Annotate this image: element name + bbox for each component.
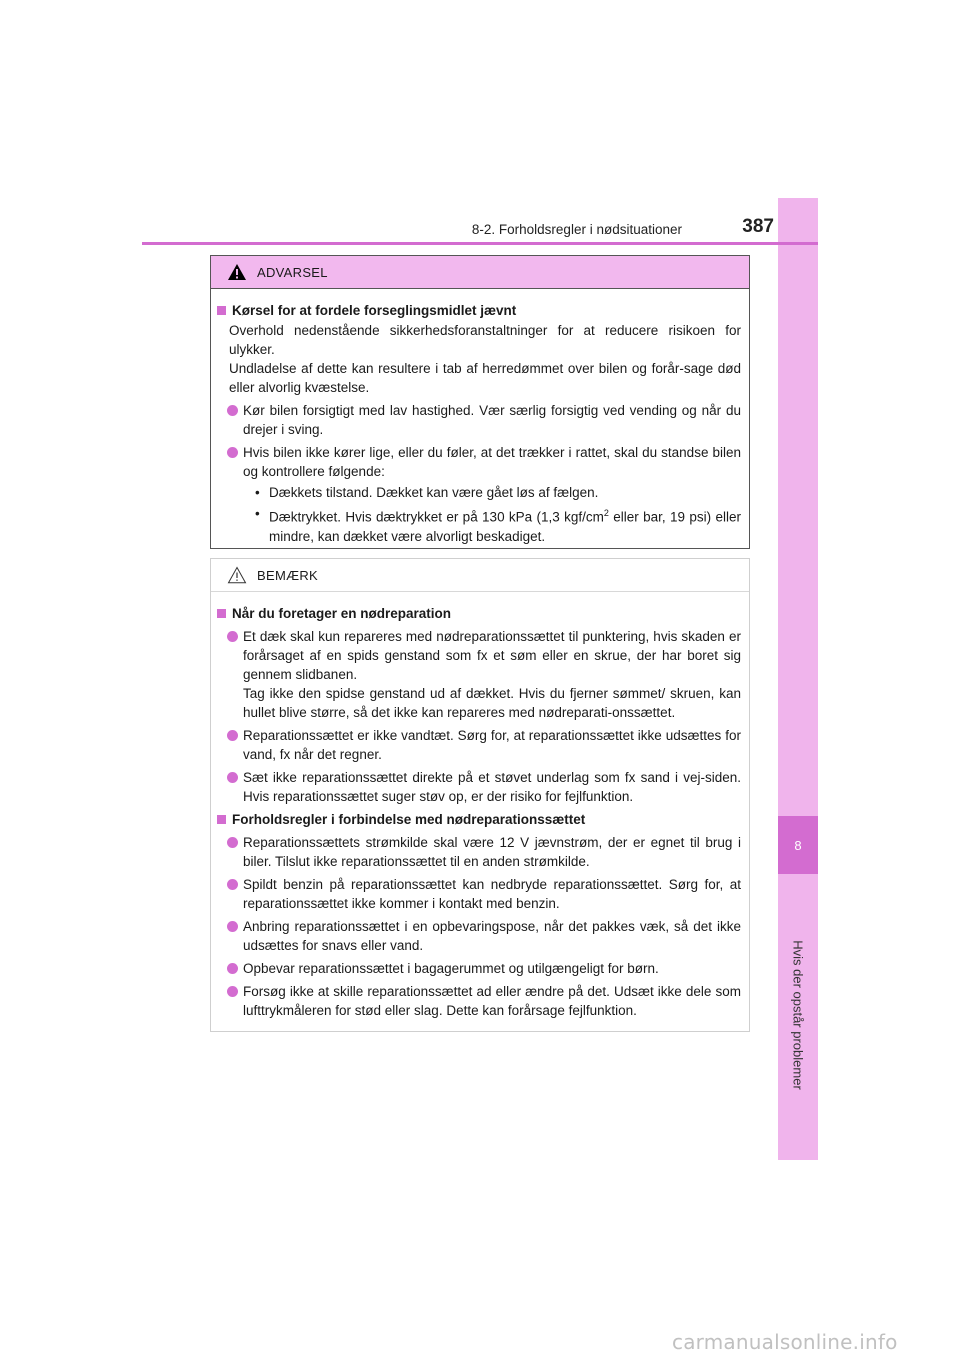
warning-body <box>211 289 749 546</box>
bullet-dot-icon <box>227 772 238 783</box>
sub-bullet-icon: • <box>255 506 260 521</box>
bullet-dot-icon <box>227 730 238 741</box>
list-item-text: Forsøg ikke at skille reparationssættet ad eller ændre på det. Udsæt ikke dele som lufttrykmåleren for stød eller slag. Dette kan forårsage fejlfunktion. <box>243 984 741 1018</box>
list-item <box>217 833 741 871</box>
list-item <box>217 768 741 806</box>
sub-list-item <box>217 483 741 502</box>
notice-heading <box>217 604 741 623</box>
warning-intro-1: Overhold nedenstående sikkerhedsforanstaltninger for at reducere risikoen for ulykker. <box>229 323 741 357</box>
notice-title: BEMÆRK <box>257 567 319 583</box>
warning-header <box>211 256 749 289</box>
list-item-text: Reparationssættet er ikke vandtæt. Sørg for, at reparationssættet ikke udsættes for vand, fx når det regner. <box>243 728 741 762</box>
notice-box <box>210 558 750 1032</box>
notice-heading <box>217 810 741 829</box>
watermark: carmanualsonline.info <box>672 1330 898 1354</box>
warning-intro-2: Undladelse af dette kan resultere i tab af herredømmet over bilen og forår-sage død eller alvorlig kvæstelse. <box>229 361 741 395</box>
bullet-dot-icon <box>227 447 238 458</box>
sub-list-item-text: Dæktrykket. Hvis dæktrykket er på 130 kPa (1,3 kgf/$cm^2$ eller bar, 19 psi) eller mindre, kan dækket være alvorligt beskadiget. <box>269 508 742 544</box>
bullet-dot-icon <box>227 837 238 848</box>
square-bullet-icon <box>217 609 226 618</box>
sub-bullet-icon: • <box>255 485 260 500</box>
list-item <box>217 443 741 481</box>
section-title: 8-2. Forholdsregler i nødsituationer <box>471 222 682 237</box>
list-item-text: Hvis bilen ikke kører lige, eller du føler, at det trækker i rattet, skal du standse bilen og kontrollere følgende: <box>243 445 741 479</box>
list-item <box>217 401 741 439</box>
bullet-dot-icon <box>227 921 238 932</box>
notice-body <box>211 592 749 1020</box>
notice-heading-text: Når du foretager en nødreparation <box>232 606 452 621</box>
bullet-dot-icon <box>227 986 238 997</box>
sub-list-item <box>217 504 741 546</box>
list-item <box>217 982 741 1020</box>
list-item <box>217 627 741 722</box>
list-item <box>217 959 741 978</box>
bullet-dot-icon <box>227 963 238 974</box>
list-item-text: Opbevar reparationssættet i bagagerummet og utilgængeligt for børn. <box>243 961 659 976</box>
list-item <box>217 726 741 764</box>
warning-title: ADVARSEL <box>257 264 328 280</box>
bullet-dot-icon <box>227 631 238 642</box>
square-bullet-icon <box>217 306 226 315</box>
list-item <box>217 875 741 913</box>
notice-heading-text: Forholdsregler i forbindelse med nødreparationssættet <box>232 812 586 827</box>
list-item-text: Anbring reparationssættet i en opbevaringspose, når det pakkes væk, så det ikke udsættes for snavs eller vand. <box>243 919 741 953</box>
list-item-text: Kør bilen forsigtigt med lav hastighed. Vær særlig forsigtig ved vending og når du drejer i sving. <box>243 403 741 437</box>
caution-outline-icon <box>227 566 247 584</box>
chapter-number-tab: 8 <box>778 816 818 874</box>
page-number: 387 <box>742 216 774 237</box>
list-item-text: Sæt ikke reparationssættet direkte på et støvet underlag som fx sand i vej-siden. Hvis reparationssættet suger støv op, er der risiko for fejlfunktion. <box>243 770 741 804</box>
list-item <box>217 917 741 955</box>
notice-header <box>211 559 749 592</box>
chapter-title-vertical: Hvis der opstår problemer <box>790 940 806 1090</box>
bullet-dot-icon <box>227 879 238 890</box>
warning-icon <box>227 263 247 281</box>
warning-heading <box>217 301 741 320</box>
warning-heading-text: Kørsel for at fordele forseglingsmidlet jævnt <box>232 303 517 318</box>
list-item-text: Reparationssættets strømkilde skal være 12 V jævnstrøm, der er egnet til brug i biler. Tilslut ikke reparationssættet til en anden strømkilde. <box>243 835 741 869</box>
warning-box <box>210 255 750 549</box>
square-bullet-icon <box>217 815 226 824</box>
bullet-dot-icon <box>227 405 238 416</box>
header-rule <box>142 242 818 245</box>
list-item-text: Et dæk skal kun repareres med nødreparationssættet til punktering, hvis skaden er forårsaget af en spids genstand som fx et søm eller en skrue, der har boret sig gennem slidbanen. Tag ikke den spidse genstand ud af dækket. Hvis du fjerner sømmet/ skruen, kan hullet blive større, så det ikke kan repareres med nødreparati-onssættet. <box>243 629 741 720</box>
sub-list-item-text: Dækkets tilstand. Dækket kan være gået løs af fælgen. <box>269 485 599 500</box>
list-item-text: Spildt benzin på reparationssættet kan nedbryde reparationssættet. Sørg for, at reparationssættet ikke kommer i kontakt med benzin. <box>243 877 741 911</box>
